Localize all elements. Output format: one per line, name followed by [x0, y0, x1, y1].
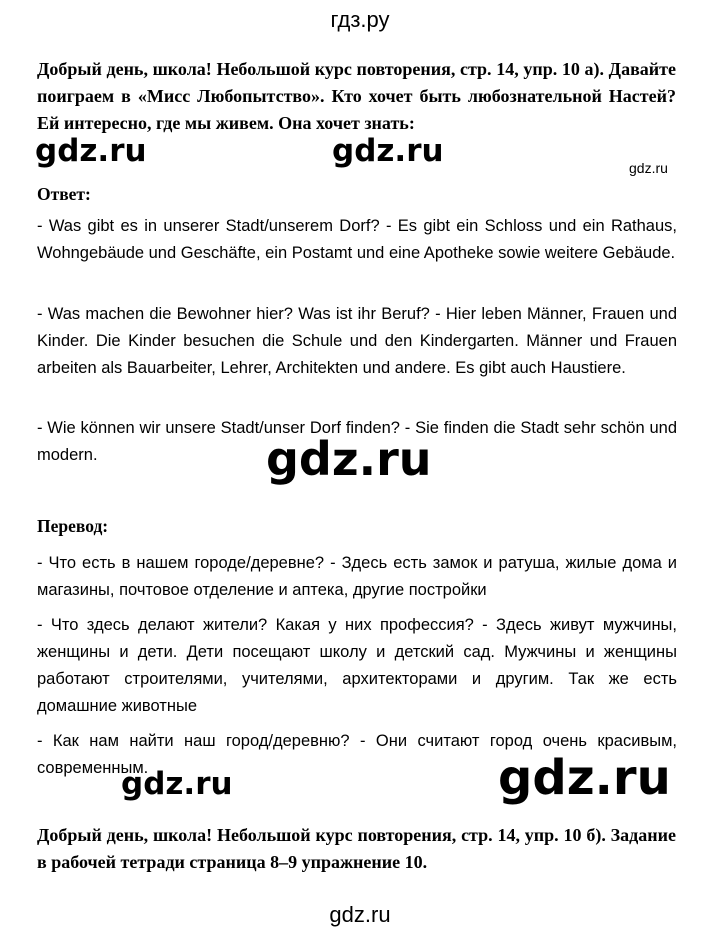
watermark-small-right: gdz.ru [629, 160, 668, 176]
site-title: гдз.ру [330, 7, 390, 32]
watermark-footer: gdz.ru [329, 902, 391, 927]
watermark-center: gdz.ru [332, 133, 444, 169]
translation-label: Перевод: [37, 516, 109, 536]
translation-paragraph-3: - Как нам найти наш город/деревню? - Они считают город очень красивым, современным. [37, 732, 677, 777]
watermark-left: gdz.ru [35, 133, 147, 169]
answer-paragraph-3: - Wie können wir unsere Stadt/unser Dorf finden? - Sie finden die Stadt sehr schön und modern. [37, 419, 677, 464]
answer-paragraph-1: - Was gibt es in unserer Stadt/unserem Dorf? - Es gibt ein Schloss und ein Rathaus, Wohngebäude und Geschäfte, ein Postamt und eine Apotheke sowie weitere Gebäude. [37, 217, 677, 262]
watermark-middle: gdz.ru [266, 432, 432, 486]
task-b-heading: Добрый день, школа! Небольшой курс повторения, стр. 14, упр. 10 б). Задание в рабочей тетради страница 8–9 упражнение 10. [37, 825, 676, 872]
task-a-heading: Добрый день, школа! Небольшой курс повторения, стр. 14, упр. 10 а). Давайте поиграем в «Мисс Любопытство». Кто хочет быть любознательной Настей? Ей интересно, где мы живем. Она хочет знать: [37, 59, 676, 133]
watermark-lower-left: gdz.ru [121, 766, 233, 802]
answer-label: Ответ: [37, 184, 91, 204]
translation-paragraph-2: - Что здесь делают жители? Какая у них профессия? - Здесь живут мужчины, женщины и дети. Дети посещают школу и детский сад. Мужчины и женщины работают строителями, учителями, архитекторами и другим. Так же есть домашние животные [37, 616, 677, 715]
watermark-lower-right: gdz.ru [498, 750, 671, 806]
answer-paragraph-2: - Was machen die Bewohner hier? Was ist ihr Beruf? - Hier leben Männer, Frauen und Kinder. Die Kinder besuchen die Schule und den Kindergarten. Männer und Frauen arbeiten als Bauarbeiter, Lehrer, Architekten und andere. Es gibt auch Haustiere. [37, 305, 677, 377]
translation-paragraph-1: - Что есть в нашем городе/деревне? - Здесь есть замок и ратуша, жилые дома и магазины, почтовое отделение и аптека, другие постройки [37, 554, 677, 599]
